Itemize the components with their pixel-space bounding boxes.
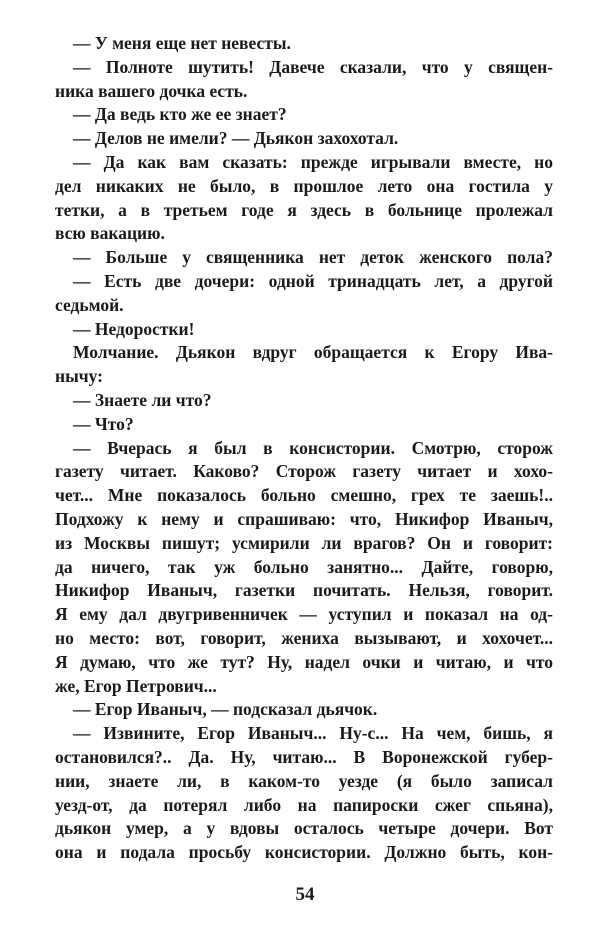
- text-line: уезд-от, да потерял либо на папироски сжег спьяна),: [55, 794, 553, 815]
- text-line: Я ему дал двугривенничек — уступил и показал на од-: [55, 604, 553, 625]
- text-line: Подхожу к нему и спрашиваю: что, Никифор Иваныч,: [55, 508, 553, 529]
- text-line: да ничего, так уж больно занятно... Дайте, говорю,: [55, 556, 553, 577]
- text-line: тетки, а в третьем годе я здесь в больнице пролежал: [55, 199, 553, 220]
- text-line: нычу:: [55, 366, 103, 387]
- text-line: Я думаю, что же тут? Ну, надел очки и читаю, и что: [55, 651, 553, 672]
- text-line: ника вашего дочка есть.: [55, 80, 248, 101]
- text-line: — Извините, Егор Иваныч... Ну-с... На чем, бишь, я: [73, 723, 553, 744]
- text-line: — Что?: [73, 413, 134, 434]
- text-line: Никифор Иваныч, газетки почитать. Нельзя, говорит.: [55, 580, 553, 601]
- text-line: дел никаких не было, в прошлое лето она гостила у: [55, 175, 553, 196]
- text-line: седьмой.: [55, 294, 124, 315]
- text-line: — Больше у священника нет деток женского пола?: [73, 247, 553, 268]
- text-line: — Есть две дочери: одной тринадцать лет, а другой: [73, 270, 553, 291]
- text-line: — У меня еще нет невесты.: [73, 33, 291, 53]
- text-line: остановился?.. Да. Ну, читаю... В Воронежской губер-: [55, 746, 553, 767]
- text-line: всю вакацию.: [55, 223, 165, 244]
- text-line: дьякон умер, а у вдовы осталось четыре дочери. Вот: [55, 818, 553, 839]
- text-line: — Недоростки!: [73, 318, 195, 339]
- text-line: Молчание. Дьякон вдруг обращается к Егору Ива-: [73, 342, 553, 363]
- text-line: — Делов не имели? — Дьякон захохотал.: [73, 128, 399, 149]
- text-line: газету читает. Каково? Сторож газету читает и хохо-: [55, 461, 553, 482]
- page-body-text: [55, 32, 553, 865]
- text-line: же, Егор Петрович...: [55, 675, 217, 696]
- text-line: — Егор Иваныч, — подсказал дьячок.: [73, 699, 378, 720]
- text-line: из Москвы пишут; усмирили ли врагов? Он и говорит:: [55, 532, 553, 553]
- text-line: нии, знаете ли, в каком-то уезде (я было записал: [55, 770, 553, 791]
- text-line: — Да как вам сказать: прежде игрывали вместе, но: [73, 151, 553, 172]
- text-line: она и подала просьбу консистории. Должно быть, кон-: [55, 842, 553, 863]
- page-number: 54: [295, 884, 315, 905]
- text-line: — Вчерась я был в консистории. Смотрю, сторож: [73, 437, 553, 458]
- text-line: но место: вот, говорит, жениха вызывают, и хохочет...: [55, 627, 553, 648]
- text-line: — Да ведь кто же ее знает?: [73, 104, 287, 125]
- text-line: — Полноте шутить! Давече сказали, что у священ-: [73, 56, 553, 77]
- text-line: чет... Мне показалось больно смешно, грех те заешь!..: [55, 485, 553, 506]
- text-line: — Знаете ли что?: [73, 389, 212, 410]
